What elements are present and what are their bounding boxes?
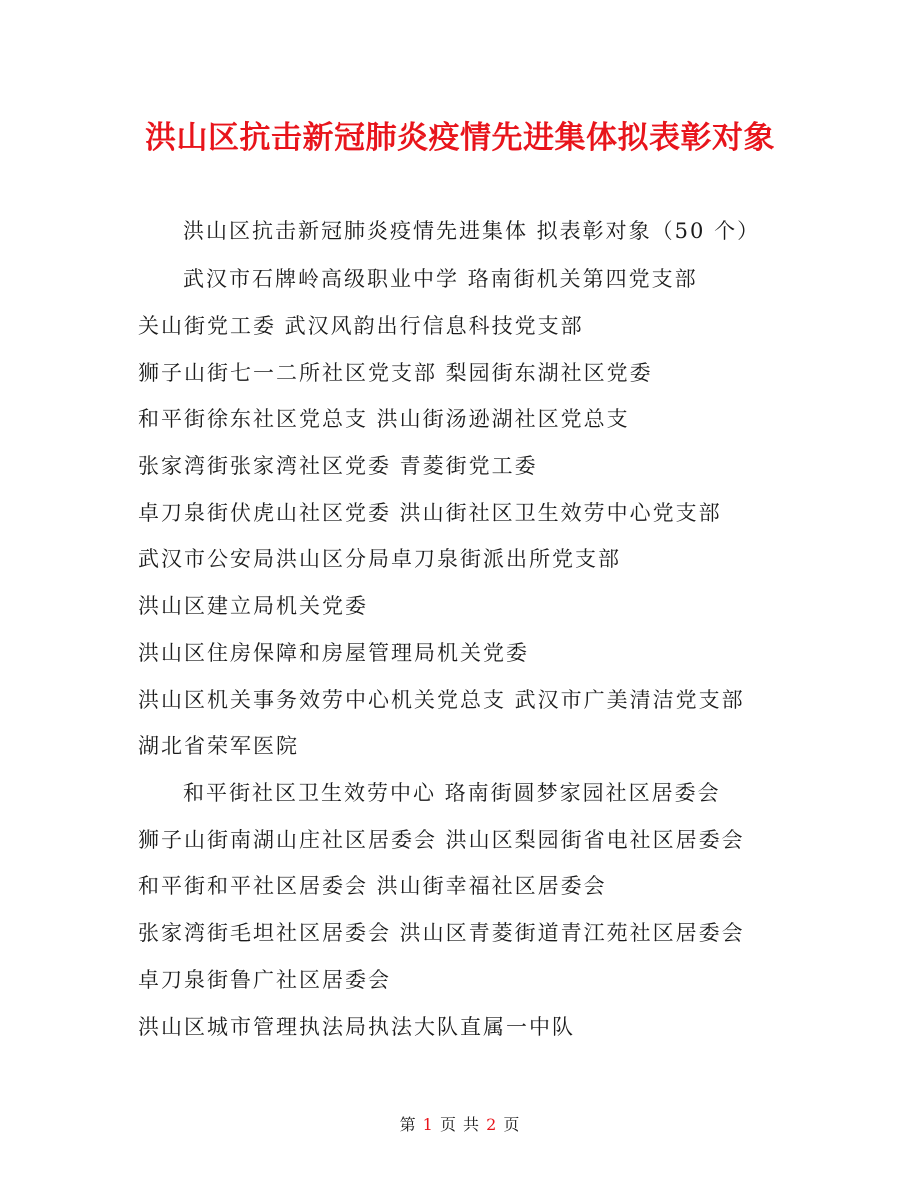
body-line: 洪山区城市管理执法局执法大队直属一中队 — [138, 1015, 575, 1039]
body-line: 洪山区抗击新冠肺炎疫情先进集体 拟表彰对象（50 个） — [183, 219, 761, 243]
total-page-number: 2 — [486, 1115, 498, 1134]
body-line: 卓刀泉街鲁广社区居委会 — [138, 968, 391, 992]
footer-suffix: 页 — [503, 1115, 521, 1134]
body-line: 狮子山街南湖山庄社区居委会 洪山区梨园街省电社区居委会 — [138, 828, 745, 852]
body-line: 武汉市公安局洪山区分局卓刀泉街派出所党支部 — [138, 547, 621, 571]
body-line: 和平街和平社区居委会 洪山街幸福社区居委会 — [138, 874, 607, 898]
document-title: 洪山区抗击新冠肺炎疫情先进集体拟表彰对象 — [145, 120, 775, 156]
body-line: 洪山区住房保障和房屋管理局机关党委 — [138, 641, 529, 665]
body-line: 张家湾街张家湾社区党委 青菱街党工委 — [138, 454, 538, 478]
body-line: 和平街社区卫生效劳中心 珞南街圆梦家园社区居委会 — [183, 781, 721, 805]
body-line: 湖北省荣军医院 — [138, 734, 299, 758]
footer-prefix: 第 — [399, 1115, 417, 1134]
body-line: 洪山区机关事务效劳中心机关党总支 武汉市广美清洁党支部 — [138, 688, 745, 712]
body-line: 狮子山街七一二所社区党支部 梨园街东湖社区党委 — [138, 361, 653, 385]
body-line: 关山街党工委 武汉风韵出行信息科技党支部 — [138, 314, 584, 338]
body-line: 卓刀泉街伏虎山社区党委 洪山街社区卫生效劳中心党支部 — [138, 501, 722, 525]
body-line: 武汉市石牌岭高级职业中学 珞南街机关第四党支部 — [183, 267, 698, 291]
body-line: 张家湾街毛坦社区居委会 洪山区青菱街道青江苑社区居委会 — [138, 921, 745, 945]
current-page-number: 1 — [422, 1115, 434, 1134]
body-line: 洪山区建立局机关党委 — [138, 594, 368, 618]
body-line: 和平街徐东社区党总支 洪山街汤逊湖社区党总支 — [138, 407, 630, 431]
footer-middle: 页 共 — [439, 1115, 481, 1134]
page-footer — [0, 1113, 920, 1137]
